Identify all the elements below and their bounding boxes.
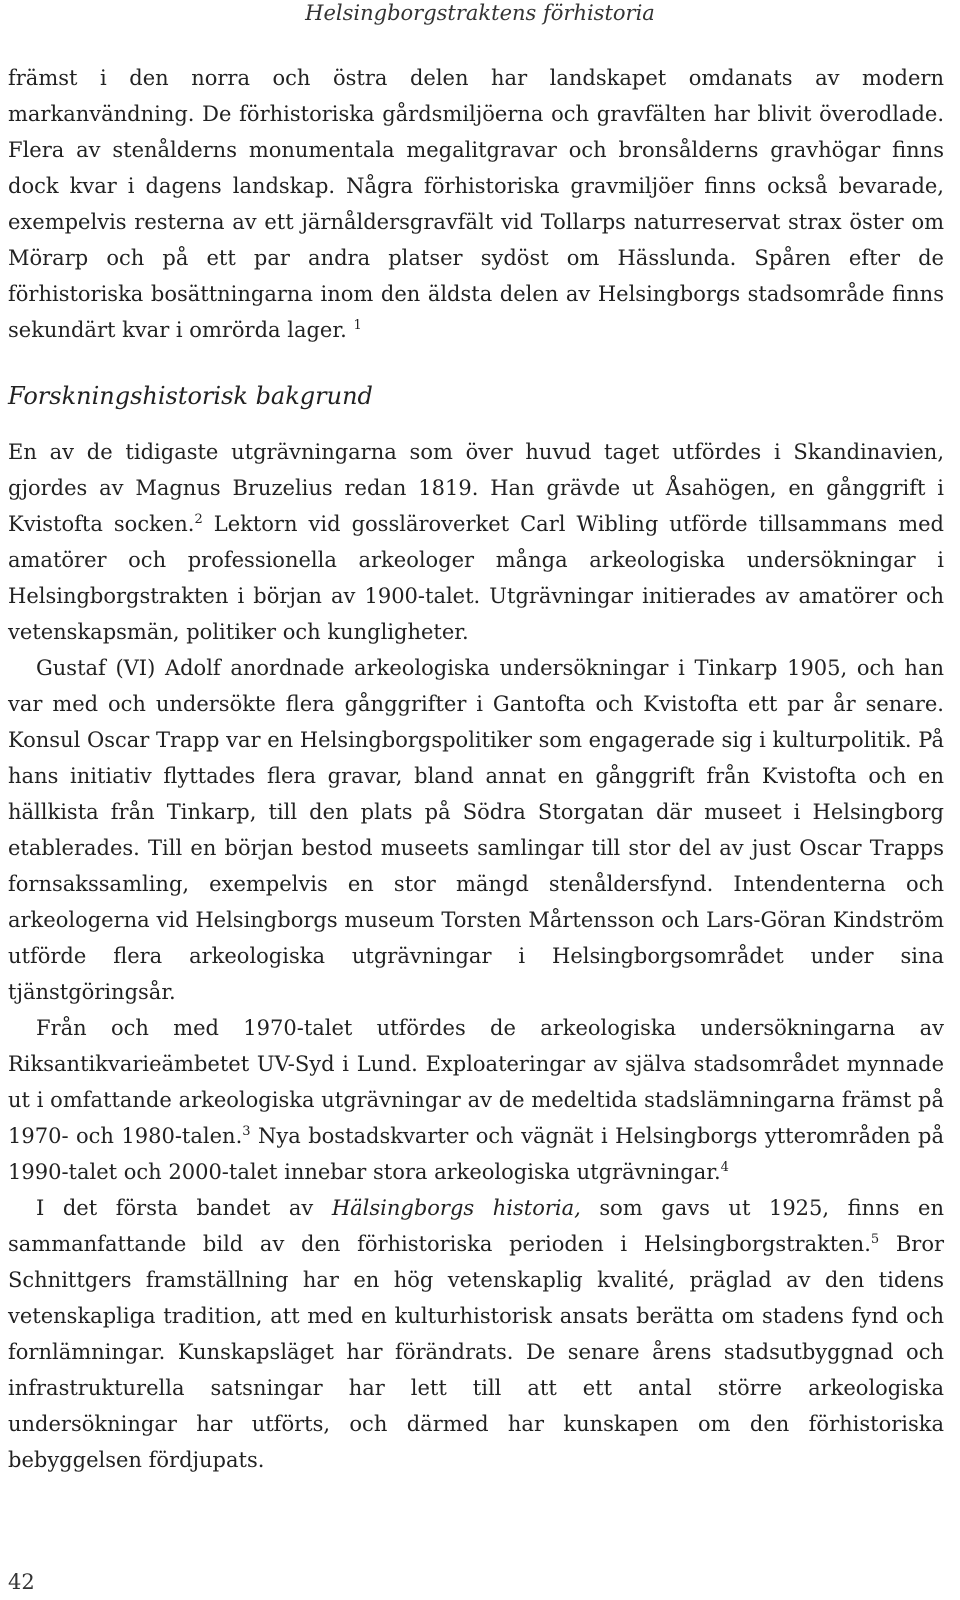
- footnote-marker-5[interactable]: 5: [870, 1232, 880, 1247]
- paragraph-research-1: [8, 434, 944, 650]
- paragraph-research-4-part2: som gavs ut 1925, finns en sammanfattande bild av den förhistoriska perioden i Helsingborgstrakten.: [8, 1196, 944, 1256]
- footnote-marker-4[interactable]: 4: [720, 1160, 729, 1175]
- paragraph-research-4: [8, 1190, 944, 1478]
- paragraph-intro: [8, 60, 944, 348]
- paragraph-intro-text: främst i den norra och östra delen har landskapet omdanats av modern markanvändning. De förhistoriska gårdsmiljöerna och gravfälten har blivit överodlade. Flera av stenålderns monumentala megalitgravar och bronsålderns gravhögar finns dock kvar i dagens landskap. Några förhistoriska gravmiljöer finns också bevarade, exempelvis resterna av ett järnåldersgravfält vid Tollarps naturreservat strax öster om Mörarp och på ett par andra platser sydöst om Hässlunda. Spåren efter de förhistoriska bosättningarna inom den äldsta delen av Helsingborgs stadsområde finns sekundärt kvar i omrörda lager.: [8, 66, 944, 342]
- paragraph-research-1-part2: Lektorn vid gossläroverket Carl Wibling utförde tillsammans med amatörer och professionella arkeologer många arkeologiska undersökningar i Helsingborgstrakten i början av 1900-talet. Utgrävningar initierades av amatörer och vetenskapsmän, politiker och kungligheter.: [8, 512, 944, 644]
- footnote-marker-1[interactable]: 1: [353, 318, 362, 333]
- page-number: 42: [8, 1570, 35, 1594]
- running-head: Helsingborgstraktens förhistoria: [305, 1, 655, 25]
- paragraph-research-4-part1: I det första bandet av: [36, 1196, 332, 1220]
- body-text: [8, 60, 944, 1478]
- footnote-marker-3[interactable]: 3: [242, 1124, 251, 1139]
- paragraph-research-1-part1: En av de tidigaste utgrävningarna som över huvud taget utfördes i Skandinavien, gjordes av Magnus Bruzelius redan 1819. Han grävde ut Åsahögen, en gånggrift i Kvistofta socken.: [8, 440, 944, 536]
- footnote-marker-2[interactable]: 2: [194, 512, 203, 527]
- paragraph-research-4-part3: Bror Schnittgers framställning har en hög vetenskaplig kvalité, präglad av den tidens vetenskapliga tradition, att med en kulturhistorisk ansats berätta om stadens fynd och fornlämningar. Kunskapsläget har förändrats. De senare årens stadsutbyggnad och infrastrukturella satsningar har lett till att ett antal större arkeologiska undersökningar har utförts, och därmed har kunskapen om den förhistoriska bebyggelsen fördjupats.: [8, 1232, 945, 1472]
- book-title-reference: Hälsingborgs historia,: [331, 1196, 581, 1220]
- paragraph-research-3-part1: Från och med 1970-talet utfördes de arkeologiska undersökningarna av Riksantikvarieämbetet UV-Syd i Lund. Exploateringar av själva stadsområdet mynnade ut i omfattande arkeologiska utgrävningar av de medeltida stadslämningarna främst på 1970- och 1980-talen.: [8, 1016, 944, 1148]
- paragraph-research-2: Gustaf (VI) Adolf anordnade arkeologiska undersökningar i Tinkarp 1905, och han var med och undersökte flera gånggrifter i Gantofta och Kvistofta ett par år senare. Konsul Oscar Trapp var en Helsingborgspolitiker som engagerade sig i kulturpolitik. På hans initiativ flyttades flera gravar, bland annat en gånggrift från Kvistofta och en hällkista från Tinkarp, till den plats på Södra Storgatan där museet i Helsingborg etablerades. Till en början bestod museets samlingar till stor del av just Oscar Trapps fornsakssamling, exempelvis en stor mängd stenåldersfynd. Intendenterna och arkeologerna vid Helsingborgs museum Torsten Mårtensson och Lars-Göran Kindström utförde flera arkeologiska utgrävningar i Helsingborgsområdet under sina tjänstgöringsår.: [8, 656, 944, 1004]
- paragraph-research-3-part2: Nya bostadskvarter och vägnät i Helsingborgs ytterområden på 1990-talet och 2000-talet innebar stora arkeologiska utgrävningar.: [8, 1124, 944, 1184]
- paragraph-research-3: [8, 1010, 944, 1190]
- section-heading: Forskningshistorisk bakgrund: [8, 382, 373, 410]
